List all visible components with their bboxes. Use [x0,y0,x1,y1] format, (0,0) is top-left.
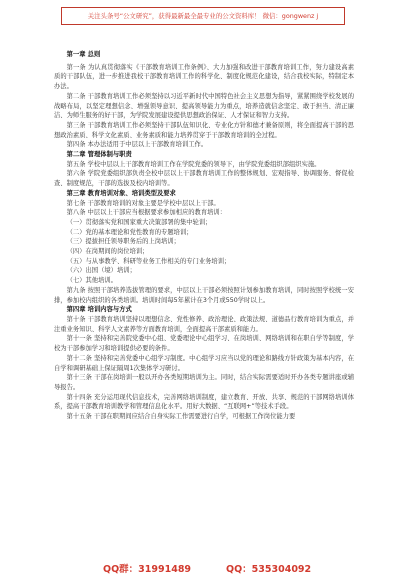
article-12: 第十二条 坚持和完善党委中心组学习制度。中心组学习应当以党的理论和路线方针政策为基本内容，在自学和调研基础上保证隔周1次集体学习研讨。 [54,354,354,372]
article-4: 第四条 本办法适用于中层以上干部教育培训工作。 [66,141,208,149]
article-2: 第二条 干部教育培训工作必须坚持以习近平新时代中国特色社会主义思想为指导，紧紧围绕学校发展的战略布局，以坚定理想信念、增强领导意识、提高领导能力为重点，培养造就信念坚定、敢于担当、清正廉洁、为师生服务的好干部，为学院发展建设提供思想政治保证、人才保证和智力支持。 [54,92,354,120]
list-item-1: （一）贯彻落实党和国家重大决策部署的集中轮训； [66,218,212,226]
chapter-3-title: 第三章 教育培训对象、培训类型及要求 [66,189,176,197]
list-item-3: （三）提拔担任领导职务后的上岗培训； [66,238,180,246]
article-10: 第十条 干部教育培训坚持以理想信念、党性修养、政治理论、政策法规、道德品行教育培训为重点，并注重业务知识、科学人文素养等方面教育培训，全面提高干部素质和能力。 [54,315,354,333]
article-3: 第三条 干部教育培训工作必须坚持干部队伍知识化、专业化方针和德才兼备原则，将全面提高干部的思想政治素质、科学文化素质、业务素质和能力培养贯穿于干部教育培训的全过程。 [54,121,354,139]
article-11: 第十一条 坚持和完善院党委中心组、党委理论中心组学习、在岗培训、网络培训和在职自学等制度，学校为干部参加学习和培训提供必要的条件。 [54,335,354,353]
chapter-4-title: 第四章 培训内容与方式 [66,306,132,314]
article-8: 第八条 中层以上干部应当根据要求参加相应的教育培训： [66,209,227,217]
chapter-2-title: 第二章 管理体制与职责 [66,151,132,159]
article-7: 第七条 干部教育培训的对象主要是学校中层以上干部。 [66,199,220,207]
article-1: 第一条 为认真贯彻落实《干部教育培训工作条例》、大力加强和改进干部教育培训工作，努力建设高素质的干部队伍，进一步推进我校干部教育培训工作的科学化、制度化规范化建设，结合我校实际，特制定本办法。 [54,63,354,91]
qq-contact-text: QQ：535304092 [226,564,312,575]
wechat-banner: 关注头条号“公文研究”，获得最新最全最专业的公文资料库！ 微信：gongwenz j [61,7,345,25]
list-item-2: （二）党的基本理论和党性教育的专题培训； [66,228,193,236]
document-body [54,50,354,422]
article-6: 第六条 学院党委组织部负责全校中层以上干部教育培训工作的整体规划、宏观指导、协调服务、督促检查、制度规范，干部的选拔及校内培训等。 [54,170,354,188]
footer-contact [0,561,408,577]
article-9: 第九条 按照干部培养选拔管理的要求，中层以上干部必须按照计划参加教育培训，同时按照学校统一安排，参加校内组织的各类培训。培训时间每5年累计在3个月或550学时以上。 [54,286,354,304]
list-item-6: （六）出国（境）培训； [66,267,136,275]
chapter-1-title: 第一章 总则 [66,51,101,58]
qq-group-text: QQ群：31991489 [103,564,192,575]
list-item-4: （四）在岗期间的岗位培训； [66,248,149,256]
article-15: 第十五条 干部在职期间应结合自身实际工作需要进行自学，可根据工作岗位能力要 [66,413,296,421]
article-13: 第十三条 干部在岗培训一般以开办各类短期培训为主。同时，结合实际需要适时开办各类专题讲座或辅导报告。 [54,374,354,391]
list-item-5: （五）与从事教学、科研等业务工作相关的专门业务培训； [66,257,231,265]
article-14: 第十四条 充分运用现代信息技术，完善网络培训制度，建立教育、开放、共享、规范的干部网络培训体系，提高干部教育培训教学和管理信息化水平。用好大数据、“互联网+”等技术手段。 [54,393,354,411]
article-5: 第五条 学校中层以上干部教育培训工作在学院党委的领导下，由学院党委组织部组织实施。 [66,160,321,168]
list-item-7: （七）其他培训。 [66,277,117,285]
